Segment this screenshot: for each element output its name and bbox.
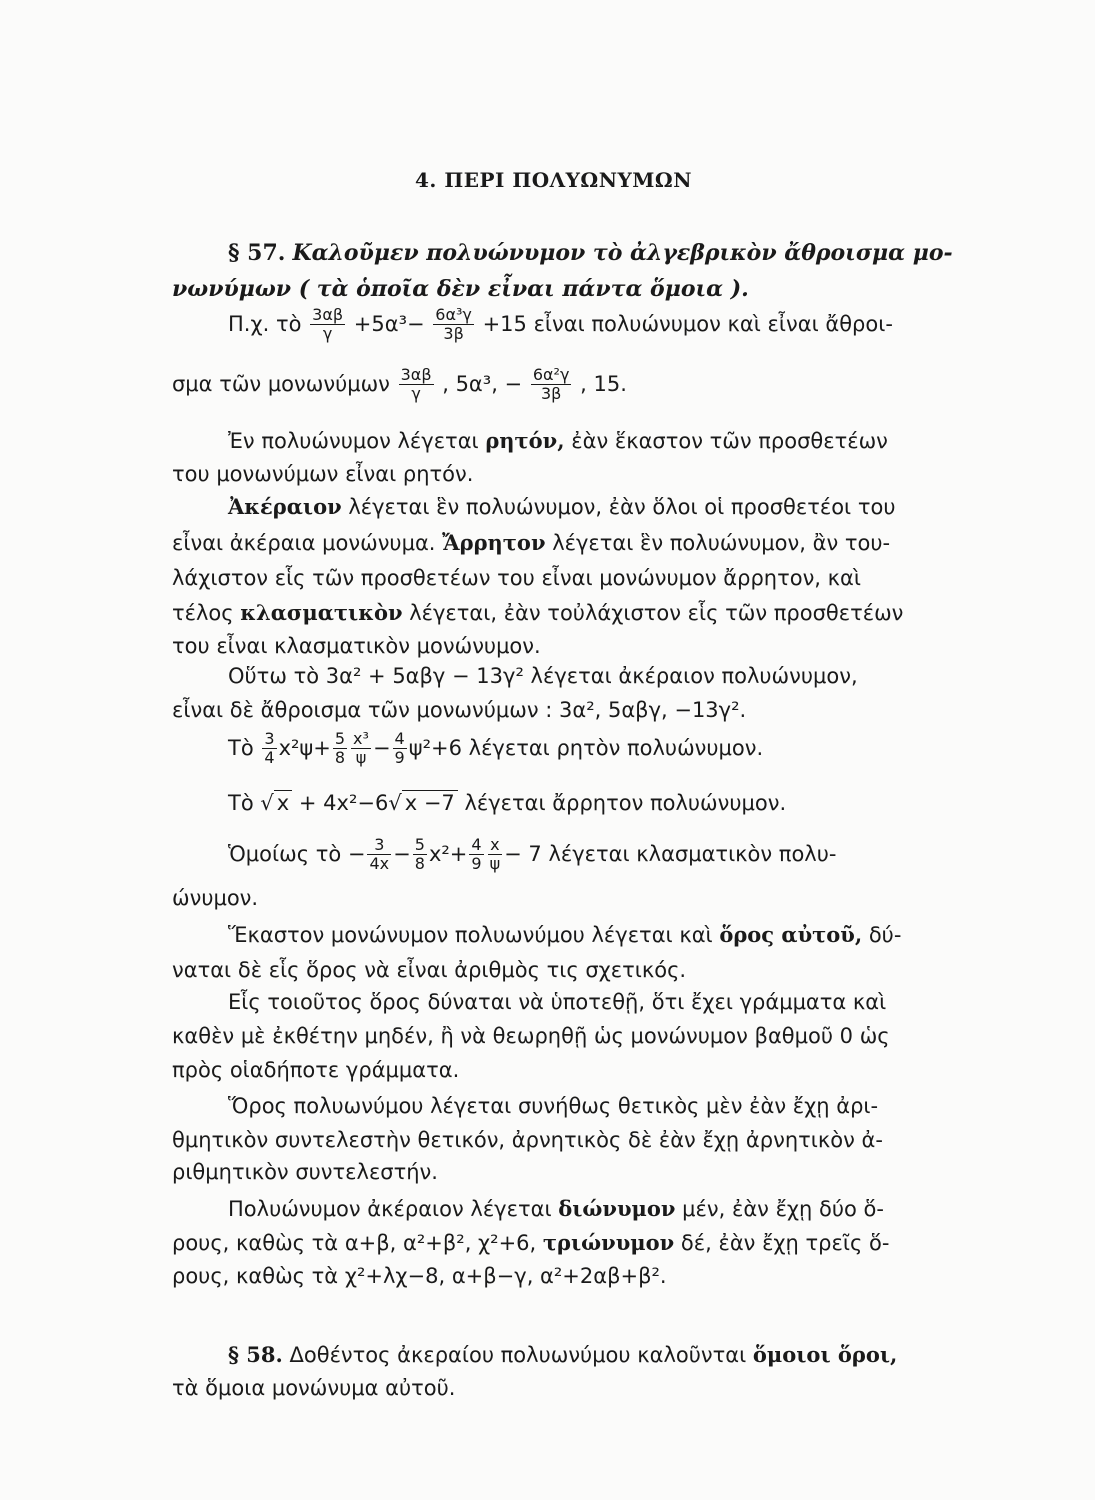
- binomial-line2-text-a: ρους, καθὼς τὰ α+β, α²+β², χ²+6,: [172, 1231, 543, 1255]
- fractional-term: κλασματικὸν: [240, 600, 403, 625]
- ex6-frac3-den: 9: [471, 854, 482, 874]
- ex5-suffix: λέγεται ἄρρητον πολυώνυμον.: [457, 791, 787, 815]
- sqrt-x: √ x: [260, 790, 292, 815]
- ex4-frac3: [351, 730, 371, 768]
- integer-term: Ἀκέραιον: [228, 494, 342, 519]
- ex4-term2: −: [372, 735, 391, 760]
- ex4-frac1-den: 4: [264, 748, 275, 768]
- ex4-frac4-den: 9: [394, 748, 405, 768]
- ex2-frac2: [531, 366, 572, 404]
- example5: [228, 790, 786, 815]
- ex4-frac1: [262, 730, 276, 768]
- ex1-frac1: [310, 306, 345, 344]
- ex5-prefix: Τὸ: [228, 791, 254, 815]
- ex4-frac4: [393, 730, 407, 768]
- sqrt-x-minus-7: √ x −7: [388, 790, 457, 815]
- s57-def-line2: νωνύμων ( τὰ ὁποῖα δὲν εἶναι πάντα ὅμοια ).: [172, 276, 749, 302]
- ex4-frac2: [333, 730, 347, 768]
- fractional-line4: [172, 600, 903, 625]
- ex1-term3: +15 εἶναι πολυώνυμον καὶ εἶναι ἄθροι-: [482, 311, 893, 336]
- ex6-prefix: Ὁμοίως τὸ −: [228, 841, 366, 866]
- ex4-frac1-num: 3: [264, 729, 275, 748]
- binomial-text-b: μέν, ἐὰν ἔχῃ δύο ὅ-: [675, 1197, 884, 1221]
- s57-number: § 57.: [228, 240, 286, 266]
- ex1-frac2-num: 6α³γ: [435, 305, 472, 324]
- binomial-line1: [228, 1196, 884, 1221]
- ex6-frac1-num: 3: [367, 836, 391, 855]
- integer-line1: [228, 494, 896, 519]
- term-bold: ὅρος αὐτοῦ,: [719, 922, 863, 947]
- example4: [228, 730, 763, 768]
- ex4-term1: x²ψ+: [278, 735, 331, 760]
- binomial-line2: [172, 1230, 889, 1255]
- para-line1: Εἷς τοιοῦτος ὅρος δύναται νὰ ὑποτεθῇ, ὅτι ἔχει γράμματα καὶ: [228, 990, 887, 1014]
- s58-line2: τὰ ὅμοια μονώνυμα αὐτοῦ.: [172, 1376, 456, 1400]
- para-line2: καθὲν μὲ ἐκθέτην μηδέν, ἢ νὰ θεωρηθῇ ὡς μονώνυμον βαθμοῦ 0 ὡς: [172, 1024, 890, 1048]
- rational-term: ρητόν,: [485, 428, 565, 453]
- sign-line3: ριθμητικὸν συντελεστήν.: [172, 1160, 438, 1184]
- fractional-text-a: τέλος: [172, 601, 241, 625]
- ex6-frac3: [469, 836, 483, 874]
- term-text-b: δύ-: [862, 923, 902, 947]
- ex6-frac2-den: 8: [414, 854, 425, 874]
- rational-text-b: ἐὰν ἕκαστον τῶν προσθετέων: [564, 429, 888, 453]
- s58-number: § 58.: [228, 1342, 283, 1367]
- similar-terms-bold: ὅμοιοι ὅροι,: [752, 1342, 898, 1367]
- integer-text-a: λέγεται ἓν πολυώνυμον, ἐὰν ὅλοι οἱ προσθετέοι του: [341, 495, 896, 519]
- term-text-a: Ἕκαστον μονώνυμον πολυωνύμου λέγεται καὶ: [228, 923, 720, 947]
- example6: [228, 836, 836, 874]
- ex1-prefix: Π.χ. τὸ: [228, 311, 302, 336]
- irrational-term: Ἄρρητον: [442, 530, 546, 555]
- trinomial-term: τριώνυμον: [542, 1230, 675, 1255]
- ex2-frac2-num: 6α²γ: [532, 365, 570, 384]
- integer-line2: [172, 530, 890, 555]
- s57-def-line1: [228, 240, 953, 266]
- ex6-frac4: [488, 836, 503, 874]
- fractional-text-b: λέγεται, ἐὰν τοὐλάχιστον εἷς τῶν προσθετέων: [402, 601, 904, 625]
- ex1-term2: +5α³−: [353, 311, 425, 336]
- ex6-frac1: [367, 836, 391, 874]
- ex2-frac1-den: γ: [411, 384, 421, 404]
- s57-example1: [228, 306, 893, 344]
- example3-line1: Οὕτω τὸ 3α² + 5αβγ − 13γ² λέγεται ἀκέραιον πολυώνυμον,: [228, 664, 858, 688]
- ex2-prefix: σμα τῶν μονωνύμων: [172, 371, 390, 396]
- s58-line1: [228, 1342, 897, 1367]
- ex6-frac2-num: 5: [414, 835, 425, 854]
- sqrt-x-radicand: x: [274, 790, 292, 815]
- fractional-line5: του εἶναι κλασματικὸν μονώνυμον.: [172, 634, 541, 658]
- binomial-term: διώνυμον: [558, 1196, 676, 1221]
- ex6-term1: −: [393, 841, 411, 866]
- ex6-frac4-den: ψ: [489, 854, 501, 874]
- example3-line2: εἶναι δὲ ἄθροισμα τῶν μονωνύμων : 3α², 5αβγ, −13γ².: [172, 698, 747, 722]
- ex6-frac4-num: x: [488, 836, 503, 855]
- s57-def-text1: Καλοῦμεν πολυώνυμον τὸ ἀλγεβρικὸν ἄθροισμα μο-: [292, 240, 953, 266]
- binomial-line3: ρους, καθὼς τὰ χ²+λχ−8, α+β−γ, α²+2αβ+β².: [172, 1264, 667, 1288]
- ex2-term2: , 5α³, −: [442, 371, 523, 396]
- ex2-frac2-den: 3β: [540, 384, 562, 404]
- binomial-text-a: Πολυώνυμον ἀκέραιον λέγεται: [228, 1197, 559, 1221]
- ex1-frac2-den: 3β: [443, 324, 464, 344]
- ex4-prefix: Τὸ: [228, 735, 254, 760]
- ex1-frac2: [433, 306, 474, 344]
- ex5-mid: + 4x²−6: [292, 791, 389, 815]
- para-line3: πρὸς οἱαδήποτε γράμματα.: [172, 1058, 460, 1082]
- ex2-term3: , 15.: [580, 371, 627, 396]
- integer-line2-text-b: λέγεται ἓν πολυώνυμον, ἂν του-: [545, 531, 891, 555]
- ex1-frac1-num: 3αβ: [312, 305, 344, 324]
- irrational-line3: λάχιστον εἷς τῶν προσθετέων του εἶναι μονώνυμον ἄρρητον, καὶ: [172, 566, 861, 590]
- binomial-line2-text-b: δέ, ἐὰν ἔχῃ τρεῖς ὅ-: [674, 1231, 890, 1255]
- term-line2: ναται δὲ εἷς ὅρος νὰ εἶναι ἀριθμὸς τις σχετικός.: [172, 958, 687, 982]
- s58-text-a: Δοθέντος ἀκεραίου πολυωνύμου καλοῦνται: [282, 1343, 753, 1367]
- ex6-term2: x²+: [428, 841, 468, 866]
- ex4-frac2-num: 5: [334, 729, 346, 748]
- ex2-frac1: [399, 366, 434, 404]
- s57-example2: [172, 366, 627, 404]
- ex4-frac3-num: x³: [353, 729, 369, 748]
- ex4-term3: ψ²+6 λέγεται ρητὸν πολυώνυμον.: [408, 735, 764, 760]
- ex2-frac1-num: 3αβ: [400, 365, 432, 384]
- ex4-frac2-den: 8: [334, 748, 346, 768]
- sign-line2: θμητικὸν συντελεστὴν θετικόν, ἀρνητικὸς δὲ ἐὰν ἔχῃ ἀρνητικὸν ἀ-: [172, 1128, 883, 1152]
- ex4-frac4-num: 4: [394, 729, 405, 748]
- ex6-frac3-num: 4: [471, 835, 482, 854]
- ex1-frac1-den: γ: [322, 324, 333, 344]
- ex4-frac3-den: ψ: [355, 748, 367, 768]
- rational-line1: [228, 428, 888, 453]
- example6-line2: ώνυμον.: [172, 886, 259, 910]
- sqrt-x-minus-7-radicand: x −7: [402, 790, 458, 815]
- term-line1: [228, 922, 901, 947]
- rational-line2: του μονωνύμων εἶναι ρητόν.: [172, 462, 474, 486]
- ex6-term3: − 7 λέγεται κλασματικὸν πολυ-: [504, 841, 837, 866]
- rational-text-a: Ἐν πολυώνυμον λέγεται: [228, 429, 486, 453]
- ex6-frac2: [413, 836, 427, 874]
- ex6-frac1-den: 4x: [369, 854, 390, 874]
- sign-line1: Ὅρος πολυωνύμου λέγεται συνήθως θετικὸς μὲν ἐὰν ἔχῃ ἀρι-: [228, 1094, 879, 1118]
- page-title: 4. ΠΕΡΙ ΠΟΛΥΩΝΥΜΩΝ: [415, 168, 693, 192]
- integer-line2-text-a: εἶναι ἀκέραια μονώνυμα.: [172, 531, 443, 555]
